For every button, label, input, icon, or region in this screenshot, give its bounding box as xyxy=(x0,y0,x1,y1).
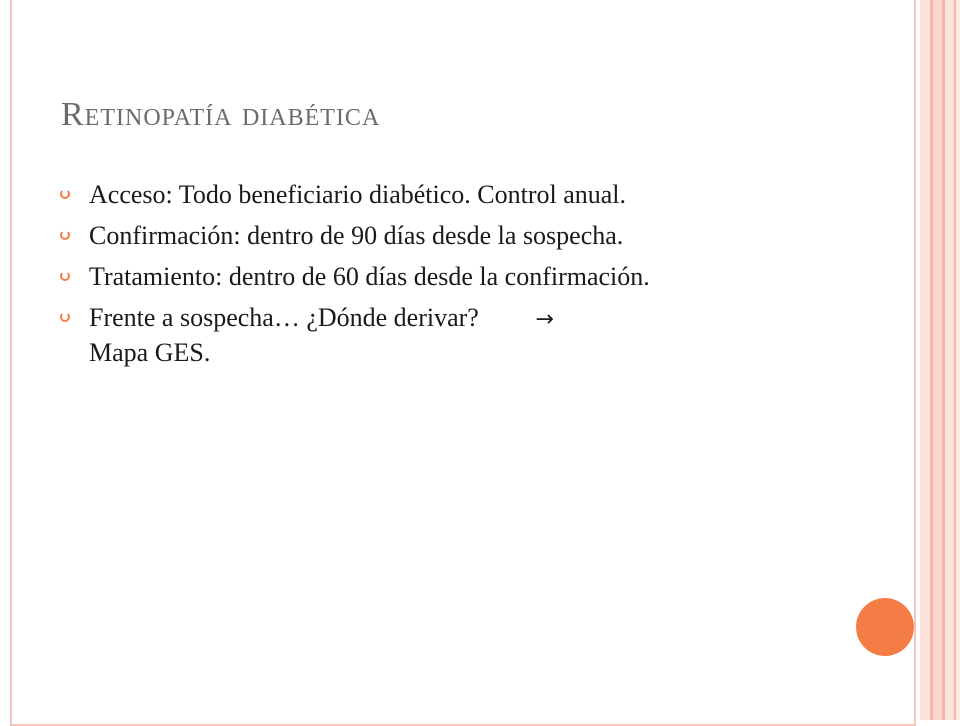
decorative-stripe xyxy=(956,0,960,720)
slide-title: Retinopatía diabética xyxy=(61,96,381,133)
arrow-right-icon: → xyxy=(535,307,554,332)
bullet-icon xyxy=(60,271,70,281)
bullet-text: Frente a sospecha… ¿Dónde derivar? xyxy=(89,303,479,332)
decorative-stripe xyxy=(933,0,942,720)
bullet-item xyxy=(60,301,760,369)
bullet-item xyxy=(60,178,760,211)
decorative-stripe xyxy=(920,0,930,720)
bullet-item xyxy=(60,219,760,252)
bullet-text: Acceso: Todo beneficiario diabético. Control anual. xyxy=(89,180,627,209)
bullet-list xyxy=(60,178,760,377)
bullet-text-continuation: Mapa GES. xyxy=(89,338,211,367)
bullet-text: Tratamiento: dentro de 60 días desde la confirmación. xyxy=(89,262,650,291)
bullet-text: Confirmación: dentro de 90 días desde la sospecha. xyxy=(89,221,624,250)
bullet-icon xyxy=(60,312,70,322)
bullet-item xyxy=(60,260,760,293)
decorative-stripe xyxy=(945,0,954,720)
bullet-icon xyxy=(60,230,70,240)
decorative-circle xyxy=(856,598,914,656)
bullet-icon xyxy=(60,189,70,199)
